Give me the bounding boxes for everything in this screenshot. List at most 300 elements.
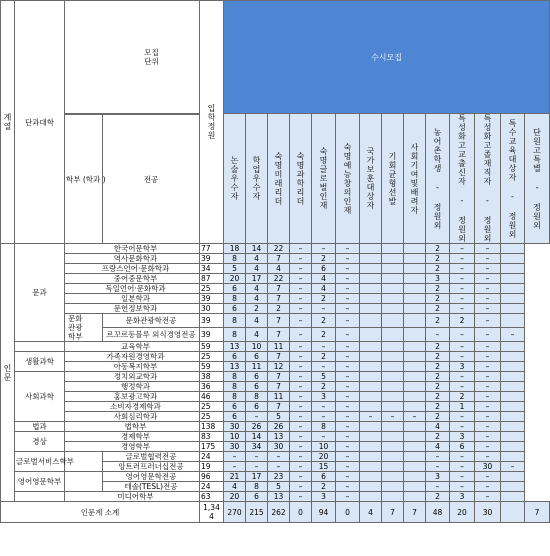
susi-value: 2: [426, 382, 450, 392]
susi-value: [382, 244, 404, 254]
susi-value: [404, 328, 426, 342]
susi-value: 2: [426, 294, 450, 304]
susi-value: 10: [312, 442, 336, 452]
susi-value: 17: [246, 472, 268, 482]
susi-value: [382, 304, 404, 314]
susi-value: –: [312, 402, 336, 412]
susi-value: 7: [268, 402, 290, 412]
susi-value: [404, 254, 426, 264]
susi-col-3: 숙명과학리더: [290, 114, 312, 244]
susi-value: 22: [268, 244, 290, 254]
susi-value: 23: [268, 472, 290, 482]
susi-value: –: [336, 328, 360, 342]
susi-value: [404, 462, 426, 472]
susi-value: [382, 472, 404, 482]
dept-name: 프랑스언어·문화학과: [65, 264, 200, 274]
susi-value: –: [290, 264, 312, 274]
total-val-10: 20: [450, 502, 475, 523]
susi-value: 6: [246, 402, 268, 412]
susi-value: 21: [224, 472, 246, 482]
susi-value: –: [450, 482, 475, 492]
major-name: 문화관광학전공: [103, 314, 200, 328]
susi-value: [382, 452, 404, 462]
susi-value: 11: [246, 362, 268, 372]
major-name: 앙트러프러너십전공: [103, 462, 200, 472]
susi-value: –: [475, 304, 501, 314]
susi-value: [360, 462, 382, 472]
iphak-value: 39: [200, 254, 224, 264]
susi-value: –: [501, 328, 525, 342]
susi-value: [501, 422, 525, 432]
susi-value: –: [336, 482, 360, 492]
susi-value: [360, 372, 382, 382]
susi-value: 6: [246, 372, 268, 382]
susi-value: [382, 254, 404, 264]
susi-value: [360, 452, 382, 462]
susi-col-4: 숙명글로벌인재: [312, 114, 336, 244]
susi-value: [360, 264, 382, 274]
susi-value: 2: [426, 244, 450, 254]
susi-value: 13: [268, 492, 290, 502]
table-row: [1, 382, 550, 392]
table-row: [1, 372, 550, 382]
susi-value: –: [450, 422, 475, 432]
table-row: [1, 304, 550, 314]
susi-value: 8: [224, 294, 246, 304]
susi-value: –: [336, 432, 360, 442]
susi-value: –: [246, 462, 268, 472]
susi-value: 2: [312, 254, 336, 264]
susi-value: 3: [312, 392, 336, 402]
hakbu-cell: [65, 472, 103, 492]
susi-value: –: [475, 362, 501, 372]
susi-value: 7: [268, 352, 290, 362]
susi-value: –: [336, 284, 360, 294]
susi-value: 1: [450, 402, 475, 412]
susi-value: [382, 492, 404, 502]
susi-value: 8: [246, 392, 268, 402]
total-val-12: [501, 502, 525, 523]
susi-value: [360, 244, 382, 254]
iphak-value: 25: [200, 412, 224, 422]
iphak-value: 19: [200, 462, 224, 472]
susi-value: [404, 442, 426, 452]
dept-name: 교육학부: [65, 342, 200, 352]
susi-value: 3: [450, 362, 475, 372]
major-name: 영어영문학전공: [103, 472, 200, 482]
table-body: [1, 244, 550, 502]
susi-value: 8: [246, 482, 268, 492]
susi-value: 34: [246, 442, 268, 452]
susi-value: 4: [246, 328, 268, 342]
susi-value: –: [268, 452, 290, 462]
susi-value: –: [475, 294, 501, 304]
table-row: [1, 472, 550, 482]
susi-value: –: [475, 482, 501, 492]
susi-value: [360, 382, 382, 392]
susi-value: 4: [268, 264, 290, 274]
susi-value: 15: [312, 462, 336, 472]
susi-value: 2: [312, 382, 336, 392]
susi-value: 4: [246, 254, 268, 264]
susi-value: [404, 314, 426, 328]
susi-value: –: [475, 492, 501, 502]
susi-value: 2: [426, 492, 450, 502]
susi-value: [382, 362, 404, 372]
total-val-6: 4: [360, 502, 382, 523]
susi-value: –: [290, 432, 312, 442]
susi-value: 2: [426, 362, 450, 372]
susi-value: 13: [224, 342, 246, 352]
susi-value: [501, 284, 525, 294]
susi-value: –: [290, 342, 312, 352]
iphak-value: 24: [200, 482, 224, 492]
susi-value: [501, 314, 525, 328]
susi-value: 10: [246, 342, 268, 352]
susi-value: [382, 482, 404, 492]
susi-value: 2: [450, 314, 475, 328]
susi-value: 2: [426, 432, 450, 442]
susi-value: 6: [246, 382, 268, 392]
susi-value: –: [475, 244, 501, 254]
college-beopgwa: 법과: [15, 422, 65, 432]
table-row: [1, 392, 550, 402]
susi-col-1: 학업우수자: [246, 114, 268, 244]
susi-value: 2: [246, 304, 268, 314]
susi-value: [382, 432, 404, 442]
susi-value: –: [426, 452, 450, 462]
susi-value: –: [290, 482, 312, 492]
susi-value: [404, 274, 426, 284]
susi-value: 6: [246, 352, 268, 362]
dept-name: 아동복지학부: [65, 362, 200, 372]
susi-value: [404, 362, 426, 372]
susi-value: –: [336, 422, 360, 432]
table-row: [1, 352, 550, 362]
susi-value: [360, 392, 382, 402]
total-val-8: 7: [404, 502, 426, 523]
susi-value: 6: [224, 304, 246, 314]
susi-value: 7: [268, 328, 290, 342]
susi-value: –: [290, 274, 312, 284]
susi-value: 4: [426, 442, 450, 452]
susi-value: [382, 382, 404, 392]
susi-value: –: [290, 328, 312, 342]
susi-value: [501, 492, 525, 502]
susi-value: –: [246, 412, 268, 422]
table-row: [1, 432, 550, 442]
susi-value: –: [475, 392, 501, 402]
susi-value: 2: [426, 352, 450, 362]
iphak-value: 63: [200, 492, 224, 502]
susi-value: 4: [246, 294, 268, 304]
college-global: 글로벌서비스학부: [15, 452, 65, 472]
susi-value: –: [475, 284, 501, 294]
dept-name: 역사문화학과: [65, 254, 200, 264]
susi-value: 4: [312, 274, 336, 284]
susi-value: [382, 264, 404, 274]
susi-value: 20: [224, 274, 246, 284]
susi-value: [501, 432, 525, 442]
college-mungwa: 문과: [15, 244, 65, 342]
iphak-value: 87: [200, 274, 224, 284]
susi-value: –: [475, 314, 501, 328]
susi-value: –: [450, 352, 475, 362]
susi-value: –: [290, 442, 312, 452]
susi-value: –: [290, 304, 312, 314]
susi-value: –: [450, 372, 475, 382]
susi-value: –: [312, 432, 336, 442]
susi-value: –: [290, 462, 312, 472]
susi-value: –: [290, 352, 312, 362]
dept-name: 일본학과: [65, 294, 200, 304]
susi-value: –: [450, 412, 475, 422]
dept-name: 독일언어·문화학과: [65, 284, 200, 294]
susi-value: [501, 402, 525, 412]
susi-value: –: [426, 462, 450, 472]
susi-value: [501, 244, 525, 254]
susi-value: [360, 352, 382, 362]
susi-value: 6: [312, 472, 336, 482]
susi-value: –: [290, 412, 312, 422]
susi-value: [360, 274, 382, 284]
table-row: [1, 244, 550, 254]
susi-value: 2: [268, 304, 290, 314]
susi-value: [404, 492, 426, 502]
iphak-value: 39: [200, 328, 224, 342]
susi-value: –: [475, 432, 501, 442]
susi-value: [360, 314, 382, 328]
susi-value: 7: [268, 372, 290, 382]
table-row: [1, 314, 550, 328]
susi-value: [501, 472, 525, 482]
dept-name: 중어중문학부: [65, 274, 200, 284]
susi-value: –: [450, 264, 475, 274]
susi-value: 26: [246, 422, 268, 432]
susi-value: 30: [224, 442, 246, 452]
iphak-value: 59: [200, 362, 224, 372]
susi-value: [404, 482, 426, 492]
susi-value: 8: [224, 328, 246, 342]
susi-value: –: [290, 254, 312, 264]
table-row: [1, 452, 550, 462]
susi-value: [404, 392, 426, 402]
susi-value: 8: [224, 314, 246, 328]
susi-value: –: [336, 352, 360, 362]
gyeyeol-label: 인문: [1, 244, 15, 502]
susi-value: –: [336, 314, 360, 328]
table-row: [1, 492, 550, 502]
dept-name: 가족자원경영학과: [65, 352, 200, 362]
susi-value: –: [290, 472, 312, 482]
susi-value: 8: [312, 422, 336, 432]
susi-value: [360, 492, 382, 502]
susi-value: 6: [246, 492, 268, 502]
total-val-7: 7: [382, 502, 404, 523]
susi-value: [360, 342, 382, 352]
susi-value: –: [290, 382, 312, 392]
iphak-value: 83: [200, 432, 224, 442]
susi-value: –: [336, 342, 360, 352]
susi-value: 4: [246, 264, 268, 274]
susi-value: [501, 392, 525, 402]
college-cell: [15, 492, 65, 502]
susi-value: 30: [268, 442, 290, 452]
susi-value: [501, 304, 525, 314]
susi-value: –: [312, 244, 336, 254]
susi-value: –: [312, 362, 336, 372]
iphak-value: 25: [200, 352, 224, 362]
table-row: [1, 422, 550, 432]
susi-value: [404, 304, 426, 314]
susi-value: 2: [426, 402, 450, 412]
susi-value: –: [450, 382, 475, 392]
table-row: [1, 294, 550, 304]
susi-value: 30: [475, 462, 501, 472]
susi-value: [382, 442, 404, 452]
mojip-unit-line1: 모집: [144, 48, 159, 57]
dept-name: 소비자경제학과: [65, 402, 200, 412]
total-label: 인문계 소계: [1, 502, 200, 523]
susi-value: –: [336, 442, 360, 452]
susi-value: [501, 352, 525, 362]
susi-value: [360, 254, 382, 264]
susi-value: –: [290, 244, 312, 254]
susi-value: –: [450, 452, 475, 462]
susi-value: –: [336, 472, 360, 482]
susi-value: –: [224, 452, 246, 462]
susi-value: 22: [268, 274, 290, 284]
susi-value: –: [475, 472, 501, 482]
susi-value: [404, 422, 426, 432]
susi-value: –: [450, 342, 475, 352]
susi-value: –: [501, 462, 525, 472]
susi-value: –: [450, 472, 475, 482]
dept-name: 한국어문학부: [65, 244, 200, 254]
major-name: 글로벌협력전공: [103, 452, 200, 462]
susi-value: [360, 402, 382, 412]
susi-value: [360, 432, 382, 442]
susi-value: [382, 462, 404, 472]
susi-value: [360, 442, 382, 452]
susi-value: 20: [224, 492, 246, 502]
susi-value: –: [336, 362, 360, 372]
susi-value: –: [312, 342, 336, 352]
susi-value: 6: [312, 264, 336, 274]
total-val-0: 270: [224, 502, 246, 523]
susi-col-7: 기회균형선발: [382, 114, 404, 244]
susi-value: –: [312, 412, 336, 422]
susi-col-0: 논술우수자: [224, 114, 246, 244]
susi-value: 7: [268, 294, 290, 304]
iphak-value: 96: [200, 472, 224, 482]
susi-value: –: [336, 392, 360, 402]
dept-name: 경영학부: [65, 442, 200, 452]
susi-value: 6: [224, 412, 246, 422]
susi-value: [404, 432, 426, 442]
mojip-unit-line2: 단위: [144, 57, 159, 66]
susi-value: –: [290, 492, 312, 502]
susi-value: [404, 342, 426, 352]
susi-value: [501, 274, 525, 284]
college-cell: [15, 342, 65, 352]
susi-value: 4: [312, 284, 336, 294]
table-row: [1, 254, 550, 264]
iphak-value: 34: [200, 264, 224, 274]
susi-value: 2: [312, 294, 336, 304]
susi-value: [382, 284, 404, 294]
major-name: 테솔(TESL)전공: [103, 482, 200, 492]
susi-value: 2: [450, 392, 475, 402]
susi-value: –: [336, 274, 360, 284]
total-val-2: 262: [268, 502, 290, 523]
susi-value: [501, 264, 525, 274]
iphak-value: 30: [200, 304, 224, 314]
total-val-3: 0: [290, 502, 312, 523]
susi-value: –: [290, 392, 312, 402]
susi-value: –: [475, 382, 501, 392]
susi-value: –: [290, 452, 312, 462]
susi-value: [501, 372, 525, 382]
susi-value: [382, 402, 404, 412]
susi-value: –: [290, 314, 312, 328]
susi-value: 7: [268, 382, 290, 392]
susi-value: –: [336, 264, 360, 274]
table-row: [1, 402, 550, 412]
susi-value: 3: [426, 472, 450, 482]
susi-value: 26: [268, 422, 290, 432]
susi-value: 2: [426, 314, 450, 328]
iphak-value: 175: [200, 442, 224, 452]
total-val-1: 215: [246, 502, 268, 523]
susi-value: 6: [224, 402, 246, 412]
susi-value: [501, 442, 525, 452]
susi-value: –: [290, 362, 312, 372]
susi-value: –: [450, 284, 475, 294]
susi-value: [404, 472, 426, 482]
susi-value: –: [290, 284, 312, 294]
susi-value: [404, 452, 426, 462]
susi-value: [360, 482, 382, 492]
susi-value: [360, 422, 382, 432]
susi-value: [501, 254, 525, 264]
susi-value: –: [475, 254, 501, 264]
susi-value: –: [336, 244, 360, 254]
susi-value: –: [336, 412, 360, 422]
susi-value: 7: [268, 284, 290, 294]
susi-value: [404, 264, 426, 274]
susi-value: –: [450, 304, 475, 314]
susi-value: –: [290, 372, 312, 382]
total-iphak: 1,344: [200, 502, 224, 523]
susi-value: 12: [268, 362, 290, 372]
susi-value: [382, 422, 404, 432]
susi-value: [404, 244, 426, 254]
iphak-value: 138: [200, 422, 224, 432]
susi-value: –: [290, 402, 312, 412]
total-val-13: 7: [525, 502, 550, 523]
susi-value: [382, 392, 404, 402]
susi-value: [382, 314, 404, 328]
susi-value: –: [336, 382, 360, 392]
susi-value: 14: [246, 432, 268, 442]
susi-value: 5: [268, 482, 290, 492]
susi-value: [501, 342, 525, 352]
col-header-iphak-jeongwon: 입학정원: [200, 1, 224, 244]
susi-value: –: [475, 402, 501, 412]
susi-value: 13: [268, 432, 290, 442]
susi-value: 2: [312, 328, 336, 342]
